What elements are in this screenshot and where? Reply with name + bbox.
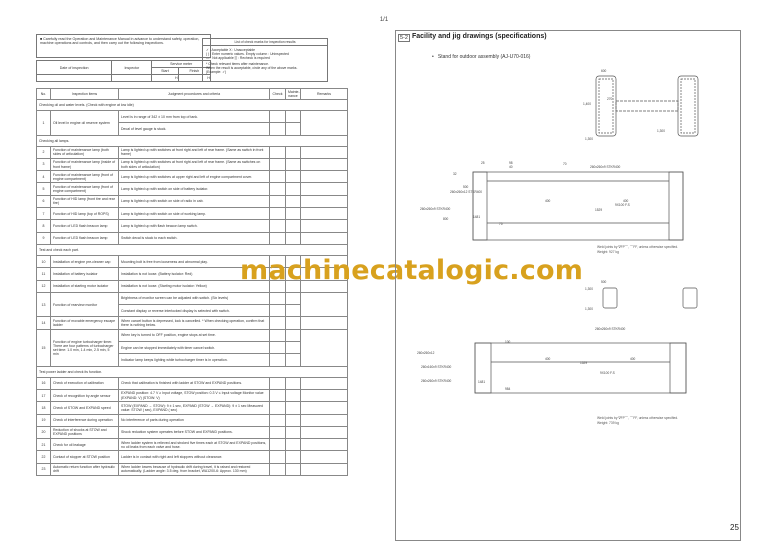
maintenance-cell[interactable] bbox=[286, 439, 301, 451]
criteria: Shock reduction system operates before STOW and EXPAND positions. bbox=[119, 426, 270, 438]
dimension-label: 9X100 F.S bbox=[615, 203, 630, 207]
dimension-label: 500 bbox=[601, 280, 607, 284]
item-no: 21 bbox=[37, 439, 51, 451]
section-number: 5-2 bbox=[400, 35, 408, 41]
inspection-item: Function of maintenance lamp (both sides of articulation) bbox=[51, 146, 119, 158]
inspection-item: Installation of engine pre-cleaner cap bbox=[51, 255, 119, 267]
legend-line: ✓ : Acceptable X : Unacceptable bbox=[206, 48, 256, 52]
maintenance-cell[interactable] bbox=[286, 463, 301, 475]
inspection-info-table bbox=[36, 60, 211, 82]
inspection-item: Check of execution of calibration bbox=[51, 377, 119, 389]
item-no: 6 bbox=[37, 195, 51, 207]
criteria: When ladder system is relieved and stroked five times each at STOW and EXPAND positions, no oil leaks from each valve and hose. bbox=[119, 439, 270, 451]
section-row bbox=[37, 366, 348, 377]
check-cell[interactable] bbox=[270, 292, 286, 304]
section-row bbox=[37, 244, 348, 255]
item-no: 23 bbox=[37, 463, 51, 475]
page-number: 25 bbox=[730, 523, 739, 532]
criteria: Switch decal is stuck to each switch. bbox=[119, 232, 270, 244]
inspection-item: Function of HID lamp (top of ROPS) bbox=[51, 208, 119, 220]
table-row bbox=[37, 426, 348, 438]
maintenance-cell[interactable] bbox=[286, 389, 301, 401]
weld-note-2: Weld joints by ∇FP⌒, ⌒FF, unless otherwise specified. bbox=[597, 416, 679, 420]
start-label: Start bbox=[152, 68, 178, 75]
table-row bbox=[37, 451, 348, 463]
dimension-label: 400 bbox=[545, 199, 551, 203]
check-cell[interactable] bbox=[270, 195, 286, 207]
criteria: When ladder lowers because of hydraulic drift during travel, it is raised and restored automatically. (Ladder angle: 3.5 deg. from bracket, WA1200-6: Approx. 130 mm) bbox=[119, 463, 270, 475]
date-field[interactable] bbox=[37, 75, 112, 82]
criteria: Engine can be stopped immediately with timer cancel switch. bbox=[119, 342, 270, 354]
stand-side-view bbox=[473, 172, 683, 240]
section-row bbox=[37, 135, 348, 146]
legend-line: (Example: ✓) bbox=[206, 70, 227, 74]
legend-line: * Check relevant items after maintenance. bbox=[206, 62, 269, 66]
check-cell[interactable] bbox=[270, 171, 286, 183]
criteria: Lamp is lighted up with switch on side of battery isolator. bbox=[119, 183, 270, 195]
inspection-item: Function of movable emergency escape ladder bbox=[51, 317, 119, 329]
inspection-item: Reduction of shocks at STOW and EXPAND positions bbox=[51, 426, 119, 438]
maintenance-cell[interactable] bbox=[286, 208, 301, 220]
maintenance-cell[interactable] bbox=[286, 414, 301, 426]
inspection-item: Contact of stopper at STOW position bbox=[51, 451, 119, 463]
table-row bbox=[37, 146, 348, 158]
inspector-label: Inspector bbox=[112, 61, 152, 75]
item-no: 3 bbox=[37, 158, 51, 170]
maintenance-cell[interactable] bbox=[286, 292, 301, 304]
check-cell[interactable] bbox=[270, 389, 286, 401]
remarks-cell[interactable] bbox=[301, 402, 348, 414]
inspection-item: Function of LED flash beacon lamp bbox=[51, 232, 119, 244]
criteria: Lamp is lighted up with switches at front right and left of rear frame. (Same as switches on both sides of articulation) bbox=[119, 158, 270, 170]
criteria: Brightness of monitor screen can be adjusted with switch. (Six levels) bbox=[119, 292, 270, 304]
jig-drawings bbox=[395, 60, 741, 460]
dimension-label: 1529 bbox=[580, 361, 588, 365]
criteria: Decal of level gauge is stuck. bbox=[119, 123, 270, 135]
criteria: Check that calibration is finished with ladder at STOW and EXPAND positions. bbox=[119, 377, 270, 389]
remarks-cell[interactable] bbox=[301, 183, 348, 195]
dimension-label: 1,300 bbox=[585, 137, 593, 141]
dimension-label: 260x260x9 STKR400 bbox=[421, 379, 452, 383]
remarks-cell[interactable] bbox=[301, 463, 348, 475]
col-maintenance: Mainte-nance bbox=[286, 89, 301, 100]
criteria: Lamp is lighted up with switch on side of working lamp. bbox=[119, 208, 270, 220]
check-cell[interactable] bbox=[270, 451, 286, 463]
stand-beam bbox=[616, 101, 678, 111]
check-cell[interactable] bbox=[270, 377, 286, 389]
col-criteria: Judgment procedures and criteria bbox=[119, 89, 270, 100]
table-row bbox=[37, 232, 348, 244]
check-cell[interactable] bbox=[270, 426, 286, 438]
maintenance-cell[interactable] bbox=[286, 354, 301, 366]
dimension-label: 1,400 bbox=[583, 102, 591, 106]
item-no: 16 bbox=[37, 377, 51, 389]
check-cell[interactable] bbox=[270, 354, 286, 366]
legend-line: ( ) : Enter numeric values. Empty column : Uninspected bbox=[206, 52, 289, 56]
inspection-item: Installation of battery isolator bbox=[51, 268, 119, 280]
item-no: 20 bbox=[37, 426, 51, 438]
inspection-item: Function of engine turbocharger timer. There are four patterns of turbocharger set time: 1.0 min, 1.4 min, 2.5 min, 5 min bbox=[51, 329, 119, 366]
item-no: 15 bbox=[37, 329, 51, 366]
maintenance-cell[interactable] bbox=[286, 183, 301, 195]
check-cell[interactable] bbox=[270, 317, 286, 329]
remarks-cell[interactable] bbox=[301, 232, 348, 244]
remarks-cell[interactable] bbox=[301, 451, 348, 463]
start-hours[interactable]: H bbox=[152, 75, 178, 82]
inspection-item: Check of STOW and EXPAND speed bbox=[51, 402, 119, 414]
item-no: 18 bbox=[37, 402, 51, 414]
dimension-label: 100 bbox=[505, 340, 511, 344]
criteria: When cancel button is depressed, lock is cancelled. * When checking operation, confirm that there is nothing below. bbox=[119, 317, 270, 329]
table-row bbox=[37, 329, 348, 341]
dimension-label: 260x260x12 bbox=[417, 351, 435, 355]
item-no: 9 bbox=[37, 232, 51, 244]
col-remarks: Remarks bbox=[301, 89, 348, 100]
item-no: 8 bbox=[37, 220, 51, 232]
inspection-item: Check of recognition by angle sensor bbox=[51, 389, 119, 401]
legend-line: When the result is acceptable, circle any of the above marks. bbox=[206, 66, 298, 70]
criteria: Ladder is in contact with right and left stoppers without clearance. bbox=[119, 451, 270, 463]
table-row bbox=[37, 208, 348, 220]
remarks-cell[interactable] bbox=[301, 195, 348, 207]
criteria: Lamp is lighted up with switch on side of radio in cab. bbox=[119, 195, 270, 207]
dimension-label: 1529 bbox=[595, 208, 603, 212]
check-cell[interactable] bbox=[270, 146, 286, 158]
table-row bbox=[37, 463, 348, 475]
dimension-label: 9X100 F.S bbox=[600, 371, 615, 375]
maintenance-cell[interactable] bbox=[286, 329, 301, 341]
dimension-label: 75 bbox=[499, 222, 503, 226]
safety-notice: ■ Carefully read the Operation and Maintenance Manual in advance to understand safety, operation, machine operations and controls, and then carry out the following inspections. bbox=[36, 34, 211, 58]
check-cell[interactable] bbox=[270, 329, 286, 341]
remarks-cell[interactable] bbox=[301, 292, 348, 317]
inspection-item: Function of maintenance lamp (front of engine compartment) bbox=[51, 171, 119, 183]
maintenance-cell[interactable] bbox=[286, 451, 301, 463]
section-row bbox=[37, 100, 348, 111]
section-title: Checking oil and water levels. (Check with engine at low idle) bbox=[37, 100, 348, 111]
finish-hours[interactable]: H bbox=[178, 75, 210, 82]
inspection-item: Function of maintenance lamp (front of engine compartment) bbox=[51, 183, 119, 195]
drawing-1 bbox=[473, 76, 698, 240]
criteria: STOW (EXPAND → STOW): 9 ± 1 sec, EXPAND (STOW → EXPAND): 9 ± 1 sec Measured value: STOW ( sec), EXPAND ( sec) bbox=[119, 402, 270, 414]
section-title: Test power ladder and check its function. bbox=[37, 366, 348, 377]
criteria: Installation is not loose. (Starting motor isolator: Yellow) bbox=[119, 280, 270, 292]
table-row bbox=[37, 111, 348, 123]
criteria: Level is in range of 342 ± 10 mm from top of tank. bbox=[119, 111, 270, 123]
dimension-label: 1,300 bbox=[585, 307, 593, 311]
maintenance-cell[interactable] bbox=[286, 111, 301, 123]
item-no: 12 bbox=[37, 280, 51, 292]
item-no: 13 bbox=[37, 292, 51, 317]
criteria: When key is turned to OFF position, engine stops at set time. bbox=[119, 329, 270, 341]
section-title: Checking all lamps. bbox=[37, 135, 348, 146]
dimension-label: 400 bbox=[630, 357, 636, 361]
maintenance-cell[interactable] bbox=[286, 171, 301, 183]
maintenance-cell[interactable] bbox=[286, 146, 301, 158]
legend-line: — : Not applicable ▒ : Recheck is required bbox=[206, 56, 270, 60]
maintenance-cell[interactable] bbox=[286, 123, 301, 135]
criteria: Installation is not loose. (Battery isolator: Red) bbox=[119, 268, 270, 280]
remarks-cell[interactable] bbox=[301, 317, 348, 329]
stand2-side-view bbox=[475, 343, 686, 393]
check-cell[interactable] bbox=[270, 305, 286, 317]
criteria: No interference of parts during operation bbox=[119, 414, 270, 426]
dimension-label: 984 bbox=[505, 387, 511, 391]
maintenance-cell[interactable] bbox=[286, 305, 301, 317]
inspection-item: Function of rearview monitor bbox=[51, 292, 119, 317]
dimension-label: 70 bbox=[563, 162, 567, 166]
check-cell[interactable] bbox=[270, 232, 286, 244]
page-counter: 1/1 bbox=[379, 17, 389, 23]
check-cell[interactable] bbox=[270, 414, 286, 426]
item-no: 2 bbox=[37, 146, 51, 158]
criteria: EXPAND position: 4.7 V ≥ Input voltage, STOW position: 0.3 V ≤ Input voltage Monitor value (EXPAND: V) (STOW: V) bbox=[119, 389, 270, 401]
weld-note-1: Weld joints by ∇FP⌒, ⌒FF, unless otherwise specified. bbox=[597, 245, 679, 249]
inspection-item: Installation of starting motor isolator bbox=[51, 280, 119, 292]
dimension-label: 25 bbox=[481, 161, 485, 165]
item-no: 17 bbox=[37, 389, 51, 401]
section-title: Test and check each part. bbox=[37, 244, 348, 255]
dimension-label: 40 bbox=[509, 165, 513, 169]
dimension-label: 260x260x12 STKR400 bbox=[450, 190, 483, 194]
dimension-label: 32 bbox=[453, 172, 457, 176]
maintenance-cell[interactable] bbox=[286, 158, 301, 170]
dimension-label: 500 bbox=[463, 185, 469, 189]
date-label: Date of inspection bbox=[37, 61, 112, 75]
check-cell[interactable] bbox=[270, 220, 286, 232]
check-mark-legend bbox=[202, 38, 328, 82]
weight-2: Weight: 739 kg bbox=[597, 421, 619, 425]
dimension-label: 260x260x9 STKR400 bbox=[595, 327, 626, 331]
col-no: No. bbox=[37, 89, 51, 100]
dimension-label: 400 bbox=[545, 357, 551, 361]
check-cell[interactable] bbox=[270, 158, 286, 170]
criteria: Lamp is lighted up with switches at front right and left of rear frame. (Same as switch in front frame) bbox=[119, 146, 270, 158]
remarks-cell[interactable] bbox=[301, 171, 348, 183]
table-row bbox=[37, 195, 348, 207]
dimension-label: 270 bbox=[607, 97, 613, 101]
remarks-cell[interactable] bbox=[301, 426, 348, 438]
check-cell[interactable] bbox=[270, 402, 286, 414]
criteria: Indicator lamp keeps lighting while turbocharger timer is in operation. bbox=[119, 354, 270, 366]
table-row bbox=[37, 171, 348, 183]
table-row bbox=[37, 439, 348, 451]
bullet-stand: • Stand for outdoor assembly (AJ-U70-016) bbox=[432, 54, 531, 60]
dimension-label: 600 bbox=[601, 69, 607, 73]
criteria: Constant display or reverse interlocked display is selected with switch. bbox=[119, 305, 270, 317]
check-cell[interactable] bbox=[270, 439, 286, 451]
remarks-cell[interactable] bbox=[301, 220, 348, 232]
maintenance-cell[interactable] bbox=[286, 377, 301, 389]
watermark: machinecatalogic.com bbox=[240, 255, 584, 286]
table-row bbox=[37, 389, 348, 401]
maintenance-cell[interactable] bbox=[286, 220, 301, 232]
inspection-item: Function of LED flash beacon lamp bbox=[51, 220, 119, 232]
dimension-label: 1481 bbox=[478, 380, 486, 384]
dimension-label: 1481 bbox=[473, 215, 481, 219]
dimension-label: 260x260x9 STKR400 bbox=[420, 207, 451, 211]
finish-label: Finish bbox=[178, 68, 210, 75]
check-cell[interactable] bbox=[270, 463, 286, 475]
section-title: Facility and jig drawings (specifications) bbox=[412, 33, 547, 40]
remarks-cell[interactable] bbox=[301, 377, 348, 389]
item-no: 5 bbox=[37, 183, 51, 195]
service-meter-label: Service meter bbox=[152, 61, 211, 68]
check-cell[interactable] bbox=[270, 208, 286, 220]
table-row bbox=[37, 317, 348, 329]
dimension-label: 800 bbox=[443, 217, 449, 221]
dimension-label: 1,300 bbox=[585, 287, 593, 291]
dimension-label: 260x160x9 STKR400 bbox=[421, 365, 452, 369]
inspector-field[interactable] bbox=[112, 75, 152, 82]
remarks-cell[interactable] bbox=[301, 439, 348, 451]
maintenance-cell[interactable] bbox=[286, 232, 301, 244]
criteria: Lamp is lighted up with switches at upper right and left of engine compartment cover. bbox=[119, 171, 270, 183]
legend-title: List of check marks for inspection results bbox=[203, 40, 327, 46]
inspection-item: Check of interference during operation bbox=[51, 414, 119, 426]
inspection-item: Oil level in engine oil reserve system bbox=[51, 111, 119, 136]
check-cell[interactable] bbox=[270, 342, 286, 354]
check-cell[interactable] bbox=[270, 123, 286, 135]
inspection-item: Function of HID lamp (front tire and rear tire) bbox=[51, 195, 119, 207]
remarks-cell[interactable] bbox=[301, 329, 348, 366]
weight-1: Weight: 927 kg bbox=[597, 250, 619, 254]
item-no: 4 bbox=[37, 171, 51, 183]
item-no: 10 bbox=[37, 255, 51, 267]
check-cell[interactable] bbox=[270, 183, 286, 195]
item-no: 14 bbox=[37, 317, 51, 329]
inspection-item: Function of maintenance lamp (inside of front frame) bbox=[51, 158, 119, 170]
table-row bbox=[37, 377, 348, 389]
item-no: 22 bbox=[37, 451, 51, 463]
remarks-cell[interactable] bbox=[301, 389, 348, 401]
table-row bbox=[37, 158, 348, 170]
remarks-cell[interactable] bbox=[301, 208, 348, 220]
table-row bbox=[37, 402, 348, 414]
maintenance-cell[interactable] bbox=[286, 426, 301, 438]
table-row bbox=[37, 220, 348, 232]
col-check: Check bbox=[270, 89, 286, 100]
stand-title: Stand for outdoor assembly (AJ-U70-016) bbox=[437, 54, 531, 60]
maintenance-cell[interactable] bbox=[286, 317, 301, 329]
dimension-label: 400 bbox=[623, 199, 629, 203]
remarks-cell[interactable] bbox=[301, 158, 348, 170]
item-no: 1 bbox=[37, 111, 51, 136]
criteria: Lamp is lighted up with flash beacon lamp switch. bbox=[119, 220, 270, 232]
table-row bbox=[37, 292, 348, 304]
check-cell[interactable] bbox=[270, 111, 286, 123]
dimension-label: 98 bbox=[509, 161, 513, 165]
remarks-cell[interactable] bbox=[301, 146, 348, 158]
item-no: 7 bbox=[37, 208, 51, 220]
table-row bbox=[37, 414, 348, 426]
inspection-item: Check for oil leakage bbox=[51, 439, 119, 451]
table-row bbox=[37, 183, 348, 195]
dimension-label: 260x260x9 STKR400 bbox=[590, 165, 621, 169]
criteria: Mounting bolt is free from looseness and abnormal play. bbox=[119, 255, 270, 267]
item-no: 19 bbox=[37, 414, 51, 426]
remarks-cell[interactable] bbox=[301, 111, 348, 136]
remarks-cell[interactable] bbox=[301, 414, 348, 426]
maintenance-cell[interactable] bbox=[286, 342, 301, 354]
col-items: Inspection items bbox=[51, 89, 119, 100]
item-no: 11 bbox=[37, 268, 51, 280]
maintenance-cell[interactable] bbox=[286, 195, 301, 207]
dimension-label: 1,300 bbox=[657, 129, 665, 133]
maintenance-cell[interactable] bbox=[286, 402, 301, 414]
inspection-item: Automatic return function after hydraulic drift bbox=[51, 463, 119, 475]
